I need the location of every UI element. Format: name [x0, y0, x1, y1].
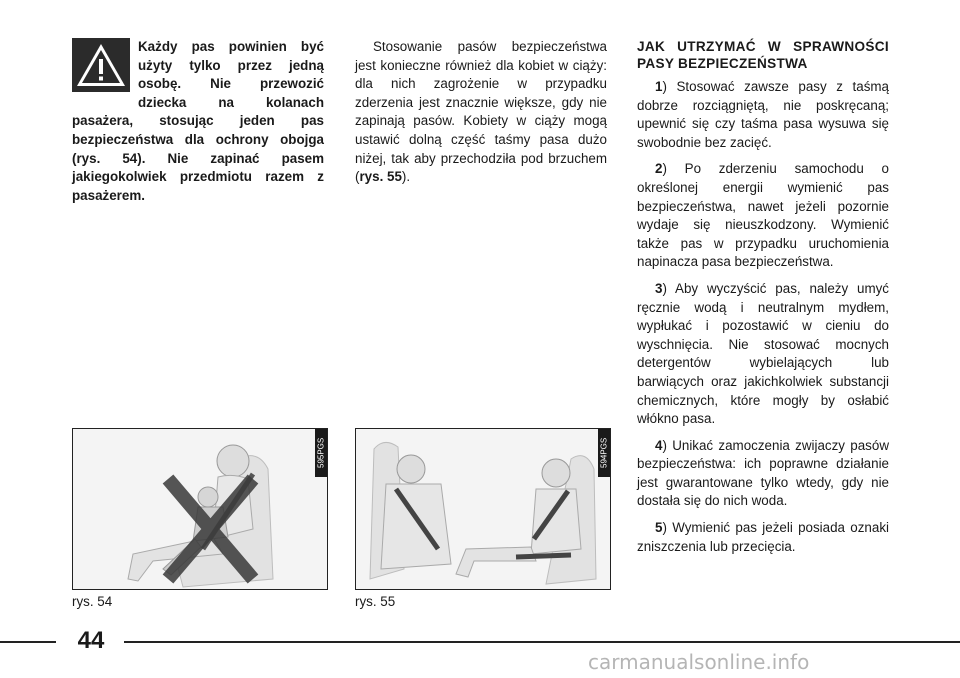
figure-caption: rys. 55 — [355, 594, 396, 609]
item-number: 3 — [655, 280, 663, 296]
maintenance-item-3 — [637, 280, 889, 429]
warning-text: Każdy pas powinien być użyty tylko przez jedną osobę. Nie przewozić dziecka na kolanach pasażera, stosując jeden pas bezpieczeństwa dla ochrony obojga (rys. 54). Nie zapinać pasem jakiegokolwiek przedmiotu razem z pasażerem. — [72, 39, 324, 203]
figure-ref-55: rys. 55 — [359, 169, 402, 185]
illustration-pregnant-women — [356, 429, 610, 589]
warning-text-block — [72, 38, 324, 205]
maintenance-item-1 — [637, 78, 889, 152]
item-text: ) Wymienić pas jeżeli posiada oznaki zniszczenia lub przecięcia. — [637, 520, 889, 554]
watermark-text: carmanualsonline.info — [588, 650, 810, 674]
item-text: ) Unikać zamoczenia zwijaczy pasów bezpieczeństwa: ich poprawne działanie jest gwarantowane tylko wtedy, gdy nie dostała się do nich woda. — [637, 437, 889, 509]
illustration-child-on-lap — [73, 429, 327, 589]
figure-code: 595PGS — [315, 429, 327, 477]
footer-rule-left — [0, 641, 56, 643]
item-text: ) Po zderzeniu samochodu o określonej energii wymienić pas bezpieczeństwa, nawet jeżeli pozornie wydaje się nieuszkodzony. Wymienić także pas w przypadku uruchomienia napinacza pasa bezpieczeństwa. — [637, 161, 889, 270]
pregnancy-text-body: Stosowanie pasów bezpieczeństwa jest konieczne również dla kobiet w ciąży: dla nich zagrożenie w przypadku zderzenia jest znacznie większe, gdy nie zapinają pasów. Kobiety w ciąży mogą ustawić dolną część taśmy pasa dużo niżej, tak aby przechodziła pod brzuchem ( — [355, 39, 607, 185]
maintenance-item-4 — [637, 437, 889, 511]
maintenance-item-2 — [637, 160, 889, 272]
item-text: ) Stosować zawsze pasy z taśmą dobrze rozciągniętą, nie poskręcaną; upewnić się czy taśma pasa wysuwa się swobodnie bez zacięć. — [637, 79, 889, 150]
item-number: 2 — [655, 161, 663, 177]
pregnancy-text — [355, 38, 607, 187]
pregnancy-text-end: ). — [401, 169, 411, 185]
item-number: 4 — [655, 437, 663, 453]
page-number: 44 — [77, 627, 105, 654]
item-text: ) Aby wyczyścić pas, należy umyć ręcznie wodą i neutralnym mydłem, wypłukać i pozostawić w cieniu do wyschnięcia. Nie stosować mocnych detergentów wybielających lub barwiących oraz jakichkolwiek substancji chemicznych, które mogły by osłabić włókno pasa. — [637, 280, 889, 427]
footer-rule-right — [124, 641, 960, 643]
maintenance-item-5 — [637, 519, 889, 556]
item-number: 1 — [655, 79, 663, 94]
figure-54 — [72, 428, 328, 590]
figure-caption: rys. 54 — [72, 594, 113, 609]
section-heading: JAK UTRZYMAĆ W SPRAWNOŚCI PASY BEZPIECZEŃSTWA — [637, 39, 889, 71]
figure-55 — [355, 428, 611, 590]
icon-spacer — [72, 38, 138, 94]
maintenance-section — [637, 38, 889, 564]
pregnancy-paragraph — [355, 38, 607, 187]
item-number: 5 — [655, 520, 663, 536]
figure-code: 594PGS — [598, 429, 610, 477]
